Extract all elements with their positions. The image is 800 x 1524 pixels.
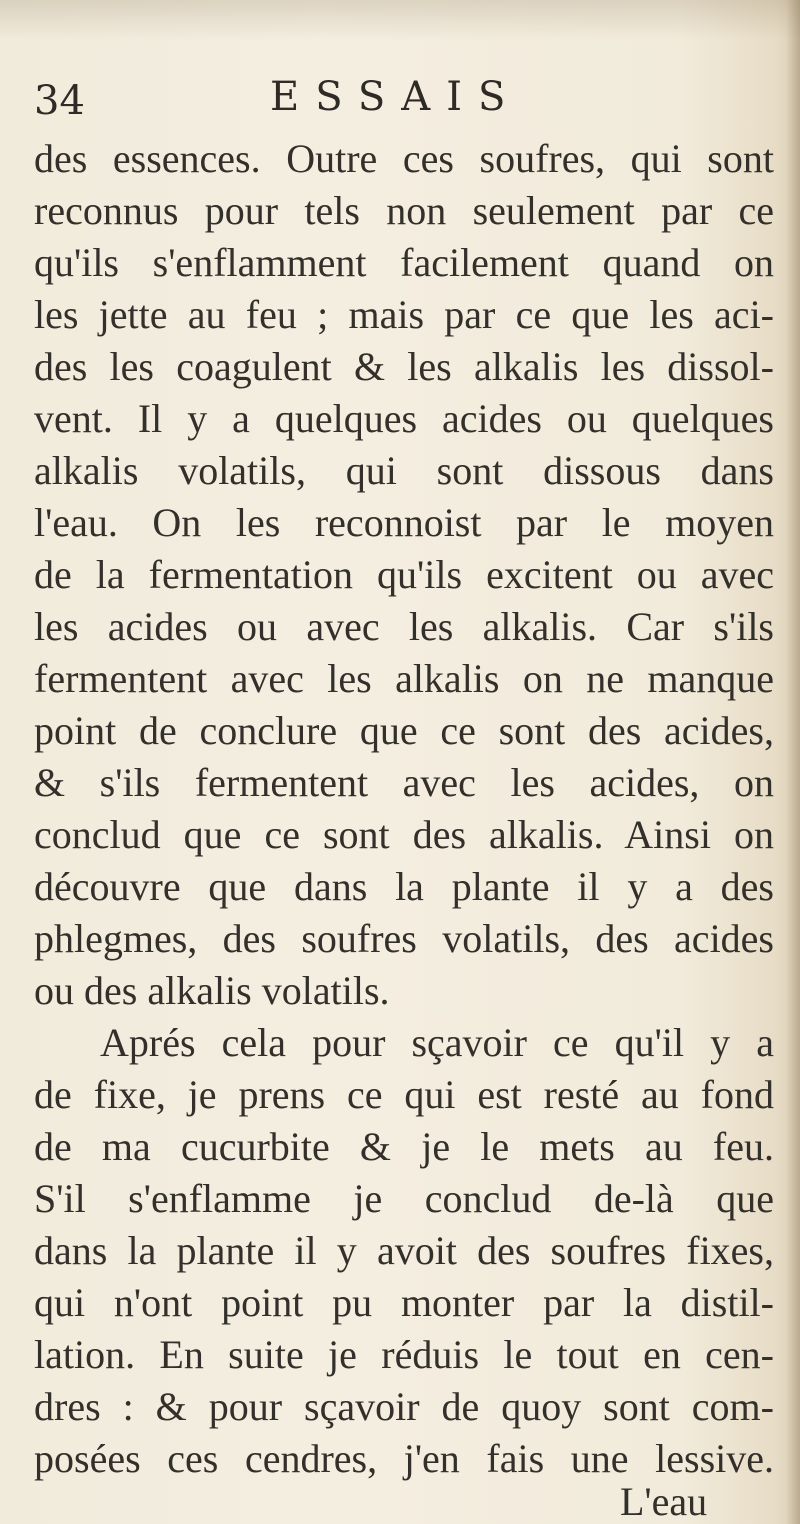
text-line: fermentent avec les alkalis on ne manque (34, 656, 774, 701)
page-shadow (0, 0, 800, 40)
text-line: l'eau. On les reconnoist par le moyen (34, 500, 774, 545)
running-title: ESSAIS (270, 74, 522, 120)
text-line: lation. En suite je réduis le tout en cen- (34, 1332, 774, 1377)
page-number: 34 (34, 78, 85, 124)
text-line: S'il s'enflamme je conclud de-là que (34, 1176, 774, 1221)
text-line: conclud que ce sont des alkalis. Ainsi on (34, 812, 774, 857)
text-line: & s'ils fermentent avec les acides, on (34, 760, 774, 805)
text-line: les acides ou avec les alkalis. Car s'ils (34, 604, 774, 649)
page-edge (786, 0, 800, 1524)
text-line: phlegmes, des soufres volatils, des acides (34, 916, 774, 961)
text-line: qui n'ont point pu monter par la distil- (34, 1280, 774, 1325)
text-line: posées ces cendres, j'en fais une lessive. (34, 1436, 774, 1481)
text-line: des essences. Outre ces soufres, qui sont (34, 136, 774, 181)
text-line: vent. Il y a quelques acides ou quelques (34, 396, 774, 441)
text-line: de fixe, je prens ce qui est resté au fond (34, 1072, 774, 1117)
text-line: dans la plante il y avoit des soufres fixes, (34, 1228, 774, 1273)
text-line: ou des alkalis volatils. (34, 968, 390, 1013)
text-line: de ma cucurbite & je le mets au feu. (34, 1124, 774, 1169)
text-line: les jette au feu ; mais par ce que les aci- (34, 292, 774, 337)
text-line: dres : & pour sçavoir de quoy sont com- (34, 1384, 774, 1429)
text-line: point de conclure que ce sont des acides, (34, 708, 774, 753)
text-line: découvre que dans la plante il y a des (34, 864, 774, 909)
body-text (34, 133, 774, 1485)
text-line: alkalis volatils, qui sont dissous dans (34, 448, 774, 493)
text-line: de la fermentation qu'ils excitent ou avec (34, 552, 774, 597)
catchword: L'eau (620, 1479, 708, 1524)
paragraph-first-line: Aprés cela pour sçavoir ce qu'il y a (100, 1020, 774, 1065)
text-line: qu'ils s'enflamment facilement quand on (34, 240, 774, 285)
text-line: des les coagulent & les alkalis les dissol- (34, 344, 774, 389)
page-header (0, 70, 800, 130)
text-line: reconnus pour tels non seulement par ce (34, 188, 774, 233)
